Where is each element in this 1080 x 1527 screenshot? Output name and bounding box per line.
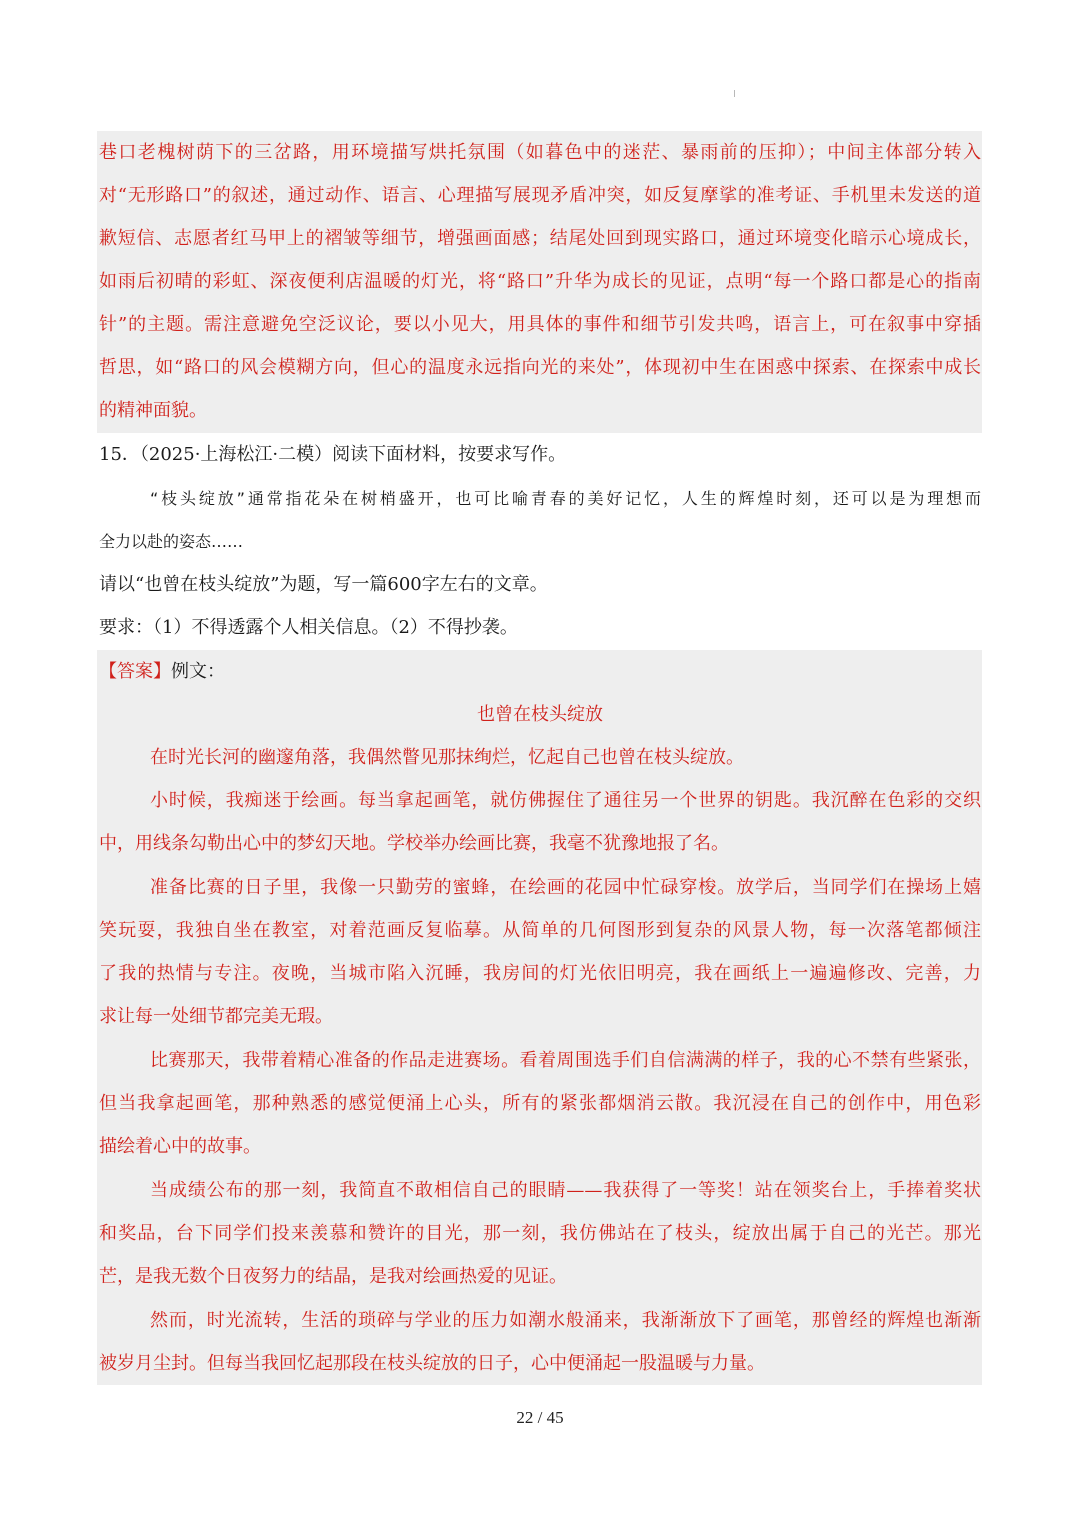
writing-prompt: 请以“也曾在枝头绽放”为题，写一篇600字左右的文章。 [99, 574, 548, 595]
material-line: 全力以赴的姿态…… [99, 532, 244, 551]
essay-line: 然而，时光流转，生活的琐碎与学业的压力如潮水般涌来，我渐渐放下了画笔，那曾经的辉煌也渐渐 [150, 1310, 981, 1331]
essay-line: 笑玩耍，我独自坐在教室，对着范画反复临摹。从简单的几何图形到复杂的风景人物，每一次落笔都倾注 [99, 920, 981, 941]
essay-line: 了我的热情与专注。夜晚，当城市陷入沉睡，我房间的灯光依旧明亮，我在画纸上一遍遍修改、完善，力 [99, 963, 981, 984]
essay-line: 和奖品，台下同学们投来羡慕和赞许的目光，那一刻，我仿佛站在了枝头，绽放出属于自己的光芒。那光 [99, 1223, 981, 1244]
essay-line: 求让每一处细节都完美无瑕。 [99, 1006, 333, 1027]
answer-label-suffix: 例文： [171, 661, 225, 682]
essay-line: 当成绩公布的那一刻，我简直不敢相信自己的眼睛——我获得了一等奖！站在领奖台上，手捧着奖状 [150, 1180, 981, 1201]
page-number: 22 / 45 [516, 1408, 564, 1427]
essay-line: 比赛那天，我带着精心准备的作品走进赛场。看着周围选手们自信满满的样子，我的心不禁有些紧张， [150, 1050, 981, 1071]
essay-line: 芒，是我无数个日夜努力的结晶，是我对绘画热爱的见证。 [99, 1266, 567, 1287]
answer-label-line [99, 650, 981, 693]
prev-answer-line: 哲思，如“路口的风会模糊方向，但心的温度永远指向光的来处”，体现初中生在困惑中探索、在探索中成长 [99, 357, 981, 378]
essay-line: 描绘着心中的故事。 [99, 1136, 261, 1157]
answer-label: 【答案】 [99, 661, 171, 682]
header-mark [734, 90, 735, 97]
prev-answer-line: 对“无形路口”的叙述，通过动作、语言、心理描写展现矛盾冲突，如反复摩挲的准考证、手机里未发送的道 [99, 185, 981, 206]
question-stem: 15．（2025·上海松江·二模）阅读下面材料，按要求写作。 [99, 444, 567, 465]
prev-answer-line: 的精神面貌。 [99, 400, 207, 421]
essay-line: 准备比赛的日子里，我像一只勤劳的蜜蜂，在绘画的花园中忙碌穿梭。放学后，当同学们在操场上嬉 [150, 877, 981, 898]
essay-line: 在时光长河的幽邃角落，我偶然瞥见那抹绚烂，忆起自己也曾在枝头绽放。 [150, 747, 744, 768]
essay-line: 小时候，我痴迷于绘画。每当拿起画笔，就仿佛握住了通往另一个世界的钥匙。我沉醉在色彩的交织 [150, 790, 981, 811]
prev-answer-line: 如雨后初晴的彩虹、深夜便利店温暖的灯光，将“路口”升华为成长的见证，点明“每一个路口都是心的指南 [99, 271, 981, 292]
essay-title: 也曾在枝头绽放 [477, 704, 603, 725]
prev-answer-line: 歉短信、志愿者红马甲上的褶皱等细节，增强画面感；结尾处回到现实路口，通过环境变化暗示心境成长， [99, 228, 981, 249]
essay-line: 被岁月尘封。但每当我回忆起那段在枝头绽放的日子，心中便涌起一股温暖与力量。 [99, 1353, 765, 1374]
prev-answer-line: 巷口老槐树荫下的三岔路，用环境描写烘托氛围（如暮色中的迷茫、暴雨前的压抑）；中间主体部分转入 [99, 142, 981, 163]
essay-line: 中，用线条勾勒出心中的梦幻天地。学校举办绘画比赛，我毫不犹豫地报了名。 [99, 833, 729, 854]
material-line: “枝头绽放”通常指花朵在树梢盛开，也可比喻青春的美好记忆，人生的辉煌时刻，还可以是为理想而 [150, 489, 981, 508]
prev-answer-line: 针”的主题。需注意避免空泛议论，要以小见大，用具体的事件和细节引发共鸣，语言上，可在叙事中穿插 [99, 314, 981, 335]
essay-line: 但当我拿起画笔，那种熟悉的感觉便涌上心头，所有的紧张都烟消云散。我沉浸在自己的创作中，用色彩 [99, 1093, 981, 1114]
requirements: 要求：（1）不得透露个人相关信息。（2）不得抄袭。 [99, 617, 518, 638]
